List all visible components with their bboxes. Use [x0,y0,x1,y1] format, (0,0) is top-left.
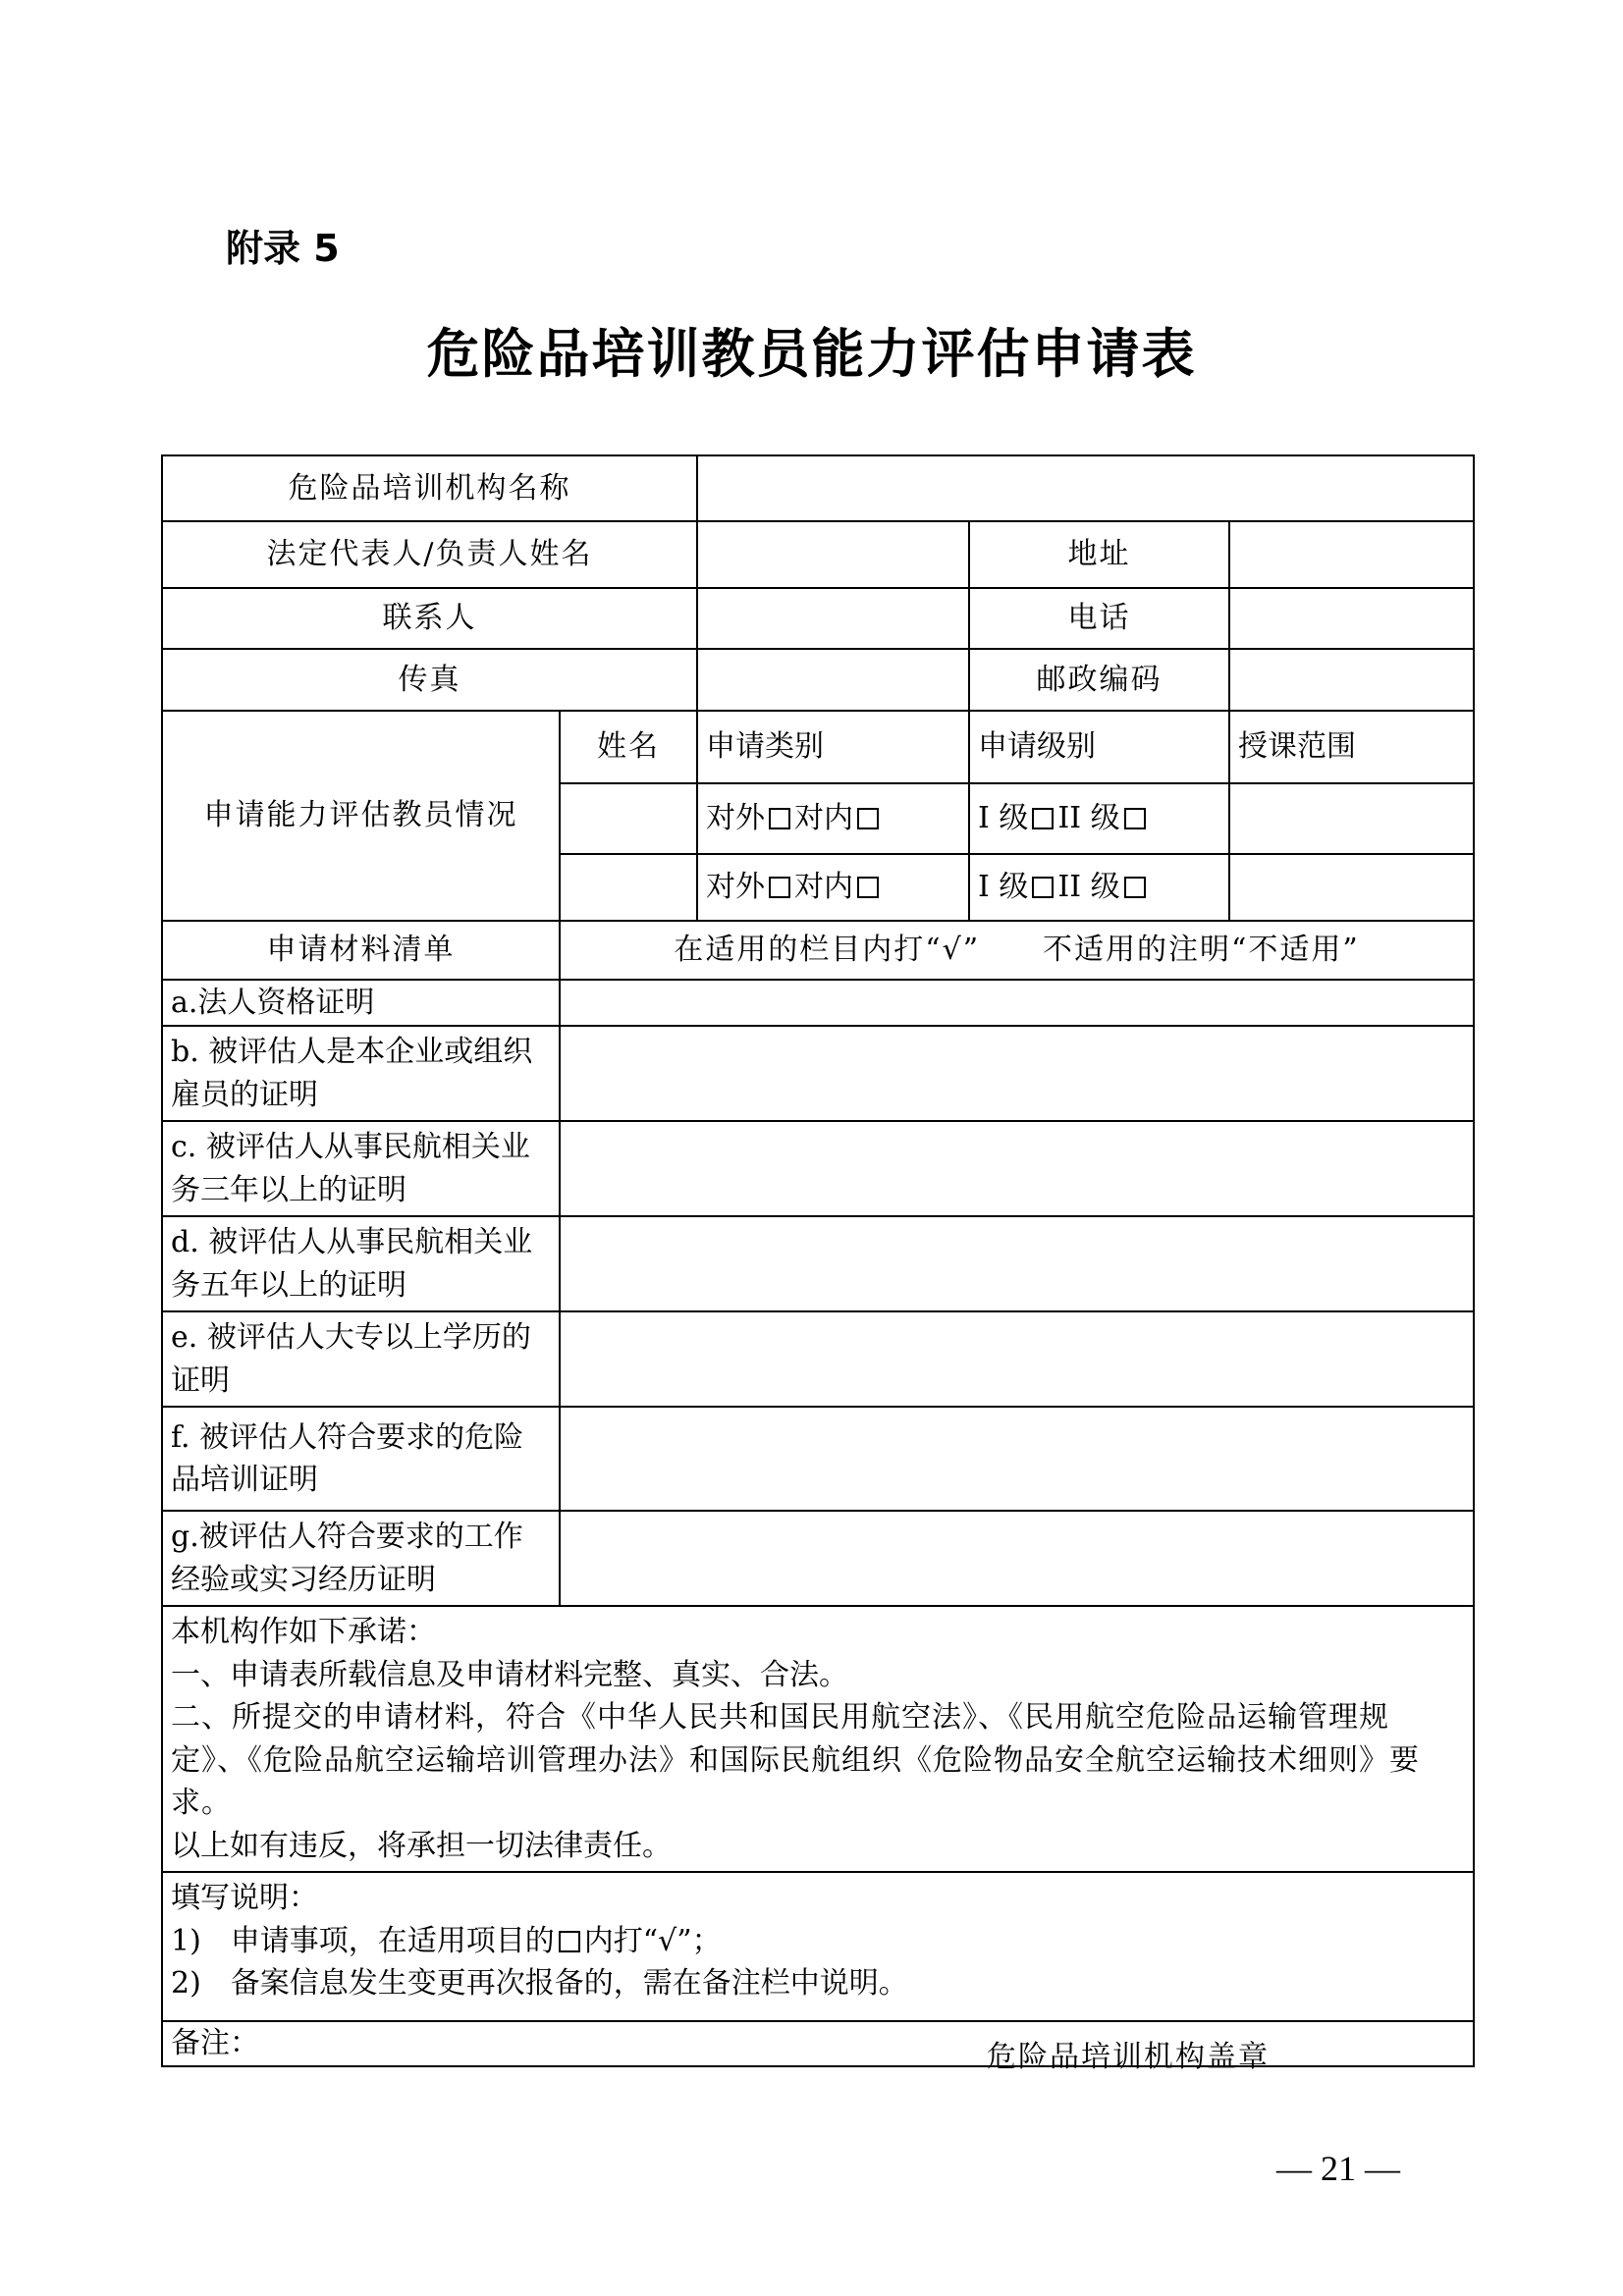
checkbox-level-2[interactable] [1124,808,1146,829]
category-options [697,854,969,921]
org-name-label: 危险品培训机构名称 [162,455,697,521]
material-check-field[interactable] [560,980,1474,1026]
org-name-row [162,455,1474,521]
material-row [162,1407,1474,1511]
commitment-line: 一、申请表所载信息及申请材料完整、真实、合法。 [171,1657,848,1692]
instructor-section-label: 申请能力评估教员情况 [162,711,560,921]
materials-header-row [162,921,1474,980]
commitment-block [162,1606,1474,1872]
checkbox-external[interactable] [769,808,790,829]
appendix-label: 附录 5 [226,227,340,270]
instructions-row [162,1872,1474,2021]
commitment-line: 以上如有违反，将承担一切法律责任。 [171,1828,672,1863]
checkbox-example [559,1931,580,1952]
legal-rep-label: 法定代表人/负责人姓名 [162,521,697,588]
header-name: 姓名 [560,711,697,783]
material-row [162,1511,1474,1606]
material-label: g.被评估人符合要求的工作经验或实习经历证明 [162,1511,560,1606]
material-row [162,1216,1474,1311]
checkbox-level-1[interactable] [1032,808,1054,829]
material-label: c. 被评估人从事民航相关业务三年以上的证明 [162,1121,560,1216]
material-check-field[interactable] [560,1511,1474,1606]
postcode-label: 邮政编码 [969,649,1229,711]
materials-instruction: 在适用的栏目内打“√” 不适用的注明“不适用” [560,921,1474,980]
commitment-line: 二、所提交的申请材料，符合《中华人民共和国民用航空法》、《民用航空危险品运输管理规定》、《危险品航空运输培训管理办法》和国际民航组织《危险物品安全航空运输技术细则》要求。 [171,1700,1420,1820]
commitment-line: 本机构作如下承诺： [171,1615,436,1649]
remarks-label[interactable]: 备注： [162,2021,1474,2066]
material-row [162,1026,1474,1121]
checkbox-internal[interactable] [857,808,879,829]
material-label: e. 被评估人大专以上学历的证明 [162,1311,560,1407]
fax-row [162,649,1474,711]
phone-field[interactable] [1229,588,1474,649]
fax-label: 传真 [162,649,697,711]
level-2-label: II 级 [1057,870,1120,905]
header-level: 申请级别 [969,711,1229,783]
level-2-label: II 级 [1057,801,1120,836]
checkbox-level-1[interactable] [1032,877,1054,898]
org-name-field[interactable] [697,455,1474,521]
material-check-field[interactable] [560,1026,1474,1121]
address-field[interactable] [1229,521,1474,588]
material-row [162,980,1474,1026]
material-row [162,1311,1474,1407]
header-scope: 授课范围 [1229,711,1474,783]
page-title: 危险品培训教员能力评估申请表 [426,323,1197,385]
instructor-header-row [162,711,1474,783]
level-1-label: I 级 [978,870,1029,905]
application-form-table [161,454,1475,2067]
level-options [969,854,1229,921]
instructions-heading: 填写说明： [171,1881,318,1915]
material-check-field[interactable] [560,1121,1474,1216]
material-row [162,1121,1474,1216]
legal-rep-row [162,521,1474,588]
header-category: 申请类别 [697,711,969,783]
level-options [969,783,1229,854]
level-1-label: I 级 [978,801,1029,836]
category-options [697,783,969,854]
instructions-line-1 [171,1920,1465,1963]
address-label: 地址 [969,521,1229,588]
material-check-field[interactable] [560,1407,1474,1511]
material-label: d. 被评估人从事民航相关业务五年以上的证明 [162,1216,560,1311]
stamp-label: 危险品培训机构盖章 [987,2040,1270,2074]
material-check-field[interactable] [560,1311,1474,1407]
category-internal-label: 对内 [794,801,853,836]
instructions-line-1-prefix: 1) 申请事项，在适用项目的 [171,1923,555,1958]
contact-row [162,588,1474,649]
postcode-field[interactable] [1229,649,1474,711]
instructor-name-field[interactable] [560,783,697,854]
scope-field[interactable] [1229,854,1474,921]
fax-field[interactable] [697,649,969,711]
page-number: — 21 — [1276,2149,1400,2188]
legal-rep-field[interactable] [697,521,969,588]
instructions-line-1-suffix: 内打“√”； [583,1923,722,1958]
contact-field[interactable] [697,588,969,649]
material-check-field[interactable] [560,1216,1474,1311]
category-internal-label: 对内 [794,870,853,905]
material-label: f. 被评估人符合要求的危险品培训证明 [162,1407,560,1511]
contact-label: 联系人 [162,588,697,649]
remarks-row [162,2021,1474,2066]
instructions-block [162,1872,1474,2021]
instructor-name-field[interactable] [560,854,697,921]
checkbox-internal[interactable] [857,877,879,898]
checkbox-external[interactable] [769,877,790,898]
category-external-label: 对外 [706,801,765,836]
commitment-row [162,1606,1474,1872]
material-label: a.法人资格证明 [162,980,560,1026]
instructions-line-2: 2) 备案信息发生变更再次报备的，需在备注栏中说明。 [171,1966,908,2001]
checkbox-level-2[interactable] [1124,877,1146,898]
category-external-label: 对外 [706,870,765,905]
phone-label: 电话 [969,588,1229,649]
material-label: b. 被评估人是本企业或组织雇员的证明 [162,1026,560,1121]
materials-header-label: 申请材料清单 [162,921,560,980]
scope-field[interactable] [1229,783,1474,854]
